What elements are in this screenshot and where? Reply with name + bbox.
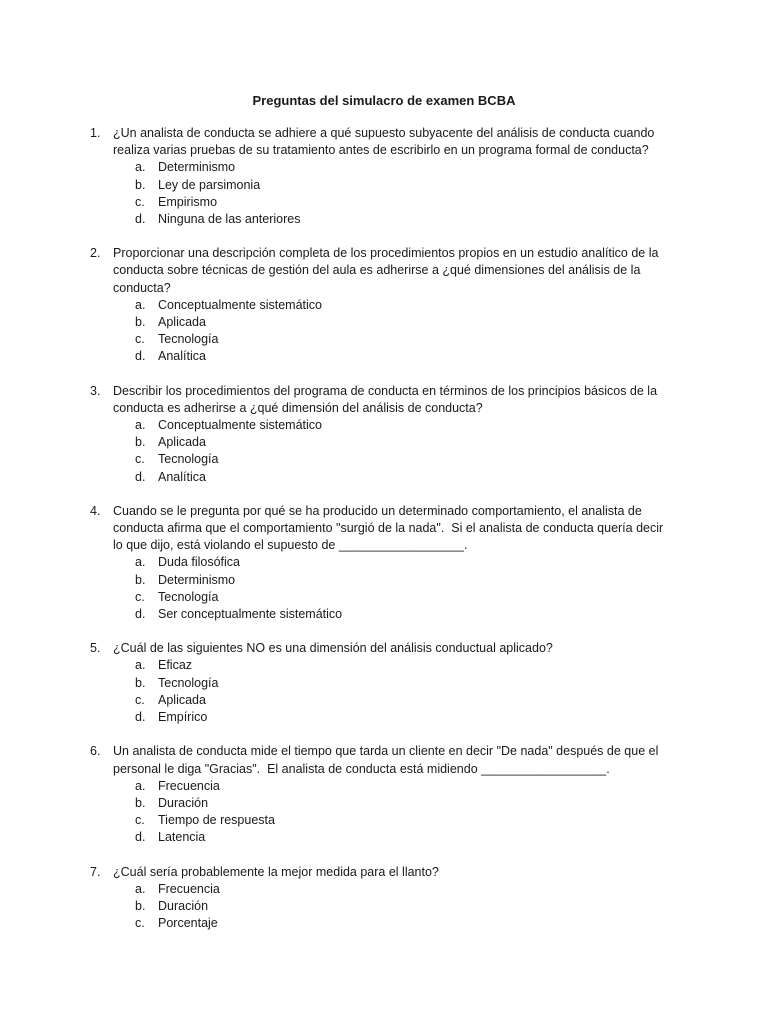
answer-option xyxy=(135,177,690,194)
question-text-line: realiza varias pruebas de su tratamiento antes de escribirlo en un programa formal de conducta? xyxy=(113,143,649,158)
answer-option xyxy=(135,606,690,623)
question-text-line: conducta afirma que el comportamiento "surgió de la nada". Si el analista de conducta quería decir xyxy=(113,521,664,536)
option-text: Eficaz xyxy=(158,658,193,673)
question-text-line: Describir los procedimientos del programa de conducta en términos de los principios básicos de la xyxy=(113,383,658,398)
answer-option xyxy=(135,194,690,211)
question-text-line: ¿Un analista de conducta se adhiere a qué supuesto subyacente del análisis de conducta cuando xyxy=(113,126,655,140)
question-item xyxy=(90,125,690,228)
option-text: Conceptualmente sistemático xyxy=(158,418,322,433)
question-text-line: personal le diga "Gracias". El analista de conducta está midiendo __________________. xyxy=(113,761,610,776)
option-letter: d. xyxy=(135,607,146,622)
question-row xyxy=(90,743,690,777)
question-number: 3. xyxy=(90,383,101,398)
answer-option xyxy=(135,159,690,176)
option-letter: c. xyxy=(135,813,145,828)
option-text: Aplicada xyxy=(158,435,206,450)
question-text-line: conducta? xyxy=(113,280,171,295)
option-letter: d. xyxy=(135,830,146,845)
question-text-line: Un analista de conducta mide el tiempo que tarda un cliente en decir "De nada" después de que el xyxy=(113,744,659,759)
question-row xyxy=(90,640,690,657)
document-title: Preguntas del simulacro de examen BCBA xyxy=(252,93,516,108)
question-number: 5. xyxy=(90,641,101,656)
answer-option xyxy=(135,554,690,571)
answer-options xyxy=(90,881,690,933)
option-text: Ninguna de las anteriores xyxy=(158,212,301,227)
option-letter: a. xyxy=(135,418,146,433)
answer-options xyxy=(90,297,690,366)
question-row xyxy=(90,245,690,297)
option-text: Analítica xyxy=(158,469,206,484)
question-item xyxy=(90,245,690,365)
answer-options xyxy=(90,778,690,847)
option-text: Ser conceptualmente sistemático xyxy=(158,607,343,622)
option-letter: c. xyxy=(135,332,145,347)
question-item xyxy=(90,743,690,846)
answer-option xyxy=(135,434,690,451)
question-item xyxy=(90,503,690,623)
answer-option xyxy=(135,572,690,589)
question-list xyxy=(90,125,690,949)
answer-option xyxy=(135,331,690,348)
answer-option xyxy=(135,314,690,331)
question-item xyxy=(90,640,690,726)
option-letter: c. xyxy=(135,916,145,931)
answer-options xyxy=(90,417,690,486)
answer-option xyxy=(135,692,690,709)
option-text: Duración xyxy=(158,898,209,913)
answer-option xyxy=(135,812,690,829)
option-text: Tecnología xyxy=(158,589,219,604)
option-letter: b. xyxy=(135,675,146,690)
option-letter: c. xyxy=(135,452,145,467)
option-text: Frecuencia xyxy=(158,778,220,793)
option-text: Ley de parsimonia xyxy=(158,177,261,192)
option-letter: a. xyxy=(135,778,146,793)
answer-option xyxy=(135,348,690,365)
option-letter: b. xyxy=(135,177,146,192)
option-letter: b. xyxy=(135,795,146,810)
option-letter: a. xyxy=(135,160,146,175)
answer-option xyxy=(135,709,690,726)
question-number: 7. xyxy=(90,864,101,879)
option-text: Determinismo xyxy=(158,160,236,175)
option-text: Aplicada xyxy=(158,692,206,707)
option-text: Porcentaje xyxy=(158,916,218,931)
option-letter: a. xyxy=(135,555,146,570)
answer-option xyxy=(135,898,690,915)
answer-option xyxy=(135,657,690,674)
option-letter: c. xyxy=(135,589,145,604)
option-text: Duda filosófica xyxy=(158,555,240,570)
question-number: 1. xyxy=(90,126,101,140)
option-letter: c. xyxy=(135,692,145,707)
option-letter: c. xyxy=(135,194,145,209)
question-text-line: conducta sobre técnicas de gestión del aula es adherirse a ¿qué dimensiones del análisis de la xyxy=(113,263,641,278)
option-letter: d. xyxy=(135,212,146,227)
option-letter: b. xyxy=(135,898,146,913)
option-text: Tiempo de respuesta xyxy=(158,813,275,828)
question-text-line: Cuando se le pregunta por qué se ha producido un determinado comportamiento, el analista de xyxy=(113,503,642,518)
answer-option xyxy=(135,451,690,468)
answer-option xyxy=(135,829,690,846)
option-letter: b. xyxy=(135,572,146,587)
question-number: 2. xyxy=(90,246,101,261)
option-text: Empírico xyxy=(158,710,208,725)
question-row xyxy=(90,503,690,555)
question-item xyxy=(90,864,690,933)
option-letter: a. xyxy=(135,658,146,673)
answer-option xyxy=(135,589,690,606)
option-text: Analítica xyxy=(158,349,206,364)
option-text: Aplicada xyxy=(158,315,206,330)
question-row xyxy=(90,125,690,159)
answer-options xyxy=(90,657,690,726)
question-text-line: conducta es adherirse a ¿qué dimensión del análisis de conducta? xyxy=(113,400,483,415)
question-text xyxy=(113,383,690,417)
option-letter: b. xyxy=(135,435,146,450)
option-letter: a. xyxy=(135,297,146,312)
answer-option xyxy=(135,675,690,692)
option-text: Tecnología xyxy=(158,675,219,690)
question-text-line: ¿Cuál sería probablemente la mejor medida para el llanto? xyxy=(113,864,439,879)
answer-option xyxy=(135,211,690,228)
option-text: Conceptualmente sistemático xyxy=(158,297,322,312)
option-letter: d. xyxy=(135,349,146,364)
option-letter: b. xyxy=(135,315,146,330)
question-number: 4. xyxy=(90,503,101,518)
option-text: Tecnología xyxy=(158,332,219,347)
answer-option xyxy=(135,469,690,486)
question-text xyxy=(113,503,690,555)
answer-options xyxy=(90,159,690,228)
question-text xyxy=(113,743,690,777)
question-text xyxy=(113,640,690,657)
question-text xyxy=(113,245,690,297)
option-text: Tecnología xyxy=(158,452,219,467)
option-text: Determinismo xyxy=(158,572,236,587)
answer-option xyxy=(135,881,690,898)
option-letter: a. xyxy=(135,881,146,896)
question-text xyxy=(113,125,690,159)
question-row xyxy=(90,383,690,417)
option-letter: d. xyxy=(135,710,146,725)
option-text: Frecuencia xyxy=(158,881,220,896)
question-text-line: ¿Cuál de las siguientes NO es una dimensión del análisis conductual aplicado? xyxy=(113,641,553,656)
answer-option xyxy=(135,778,690,795)
option-letter: d. xyxy=(135,469,146,484)
question-item xyxy=(90,383,690,486)
answer-option xyxy=(135,417,690,434)
option-text: Duración xyxy=(158,795,209,810)
question-row xyxy=(90,864,690,881)
question-number: 6. xyxy=(90,744,101,759)
option-text: Empirismo xyxy=(158,194,218,209)
answer-options xyxy=(90,554,690,623)
answer-option xyxy=(135,915,690,932)
question-text-line: lo que dijo, está violando el supuesto de __________________. xyxy=(113,538,468,553)
question-text-line: Proporcionar una descripción completa de los procedimientos propios en un estudio analítico de la xyxy=(113,246,659,261)
answer-option xyxy=(135,297,690,314)
answer-option xyxy=(135,795,690,812)
option-text: Latencia xyxy=(158,830,206,845)
question-text xyxy=(113,864,690,881)
